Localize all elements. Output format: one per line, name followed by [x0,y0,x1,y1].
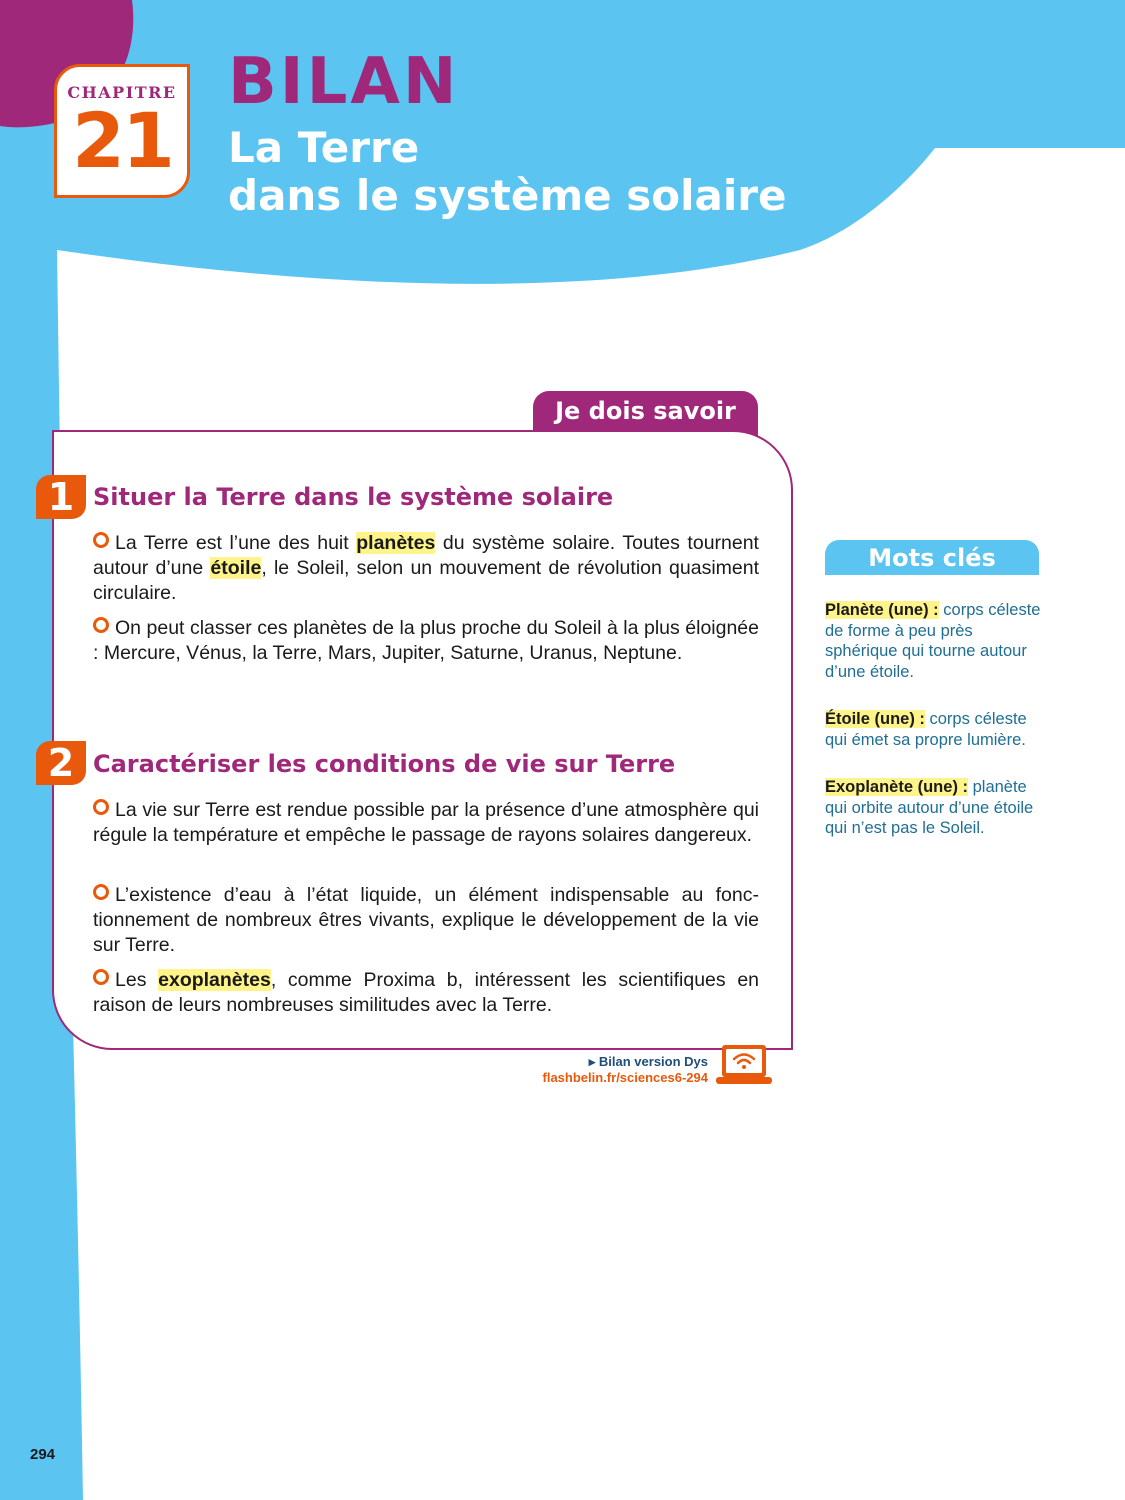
section-1-title: Situer la Terre dans le système solaire [93,483,614,511]
keyword-exoplanetes: exoplanètes [158,969,271,991]
bullet-ring-icon [93,799,109,815]
laptop-wifi-icon[interactable] [716,1042,772,1086]
bullet-ring-icon [93,884,109,900]
chapter-badge [54,64,190,198]
mots-cles-tab: Mots clés [825,540,1039,575]
page-number: 294 [30,1446,56,1463]
term-exoplanete: Exoplanète (une) : [825,778,969,796]
chapter-label: CHAPITRE [67,83,177,102]
chapter-number: 21 [72,96,172,185]
section-2-number: 2 [36,741,86,785]
definition-etoile: Étoile (une) : corps céleste qui émet sa propre lumière. [825,710,1027,749]
definition-planete: Planète (une) : corps céleste de forme à peu près sphérique qui tourne autour d’une étoile. [825,601,1041,681]
term-planete: Planète (une) : [825,601,939,619]
section-2-paragraph-2: L’existence d’eau à l’état liquide, un élément indispensable au fonc-tionnement de nombreux êtres vivants, explique le développement de la vie sur Terre. [93,884,759,956]
subtitle-line-2: dans le système solaire [228,171,787,220]
definition-exoplanete: Exoplanète (une) : planète qui orbite autour d’une étoile qui n’est pas le Soleil. [825,778,1034,837]
je-dois-savoir-tab: Je dois savoir [533,391,758,437]
dys-link-url[interactable]: flashbelin.fr/sciences6-294 [542,1070,708,1085]
bullet-ring-icon [93,969,109,985]
bullet-ring-icon [93,617,109,633]
term-etoile: Étoile (une) : [825,710,925,728]
section-2-paragraph-1: La vie sur Terre est rendue possible par la présence d’une atmosphère qui régule la température et empêche le passage de rayons solaires dangereux. [93,799,759,846]
bullet-ring-icon [93,532,109,548]
subtitle-line-1: La Terre [228,123,420,172]
bilan-title: BILAN [228,45,460,119]
section-1-paragraph-1: La Terre est l’une des huit planètes du système solaire. Toutes tournent autour d’une étoile, le Soleil, selon un mouvement de révolution quasiment circulaire. [93,532,760,604]
section-1-number: 1 [36,475,86,519]
section-2-paragraph-3: Les exoplanètes, comme Proxima b, intéressent les scientifiques en raison de leurs nombreuses similitudes avec la Terre. [93,969,760,1016]
section-1-paragraph-2: On peut classer ces planètes de la plus proche du Soleil à la plus éloignée : Mercure, Vénus, la Terre, Mars, Jupiter, Saturne, Uranus, Neptune. [93,617,759,664]
dys-version-link[interactable] [530,1054,708,1086]
keyword-etoile: étoile [210,557,262,579]
chapter-subtitle [228,124,786,220]
keyword-planetes: planètes [356,532,436,554]
dys-link-label[interactable]: ▸ Bilan version Dys [588,1054,708,1069]
section-2-title: Caractériser les conditions de vie sur Terre [93,750,676,778]
